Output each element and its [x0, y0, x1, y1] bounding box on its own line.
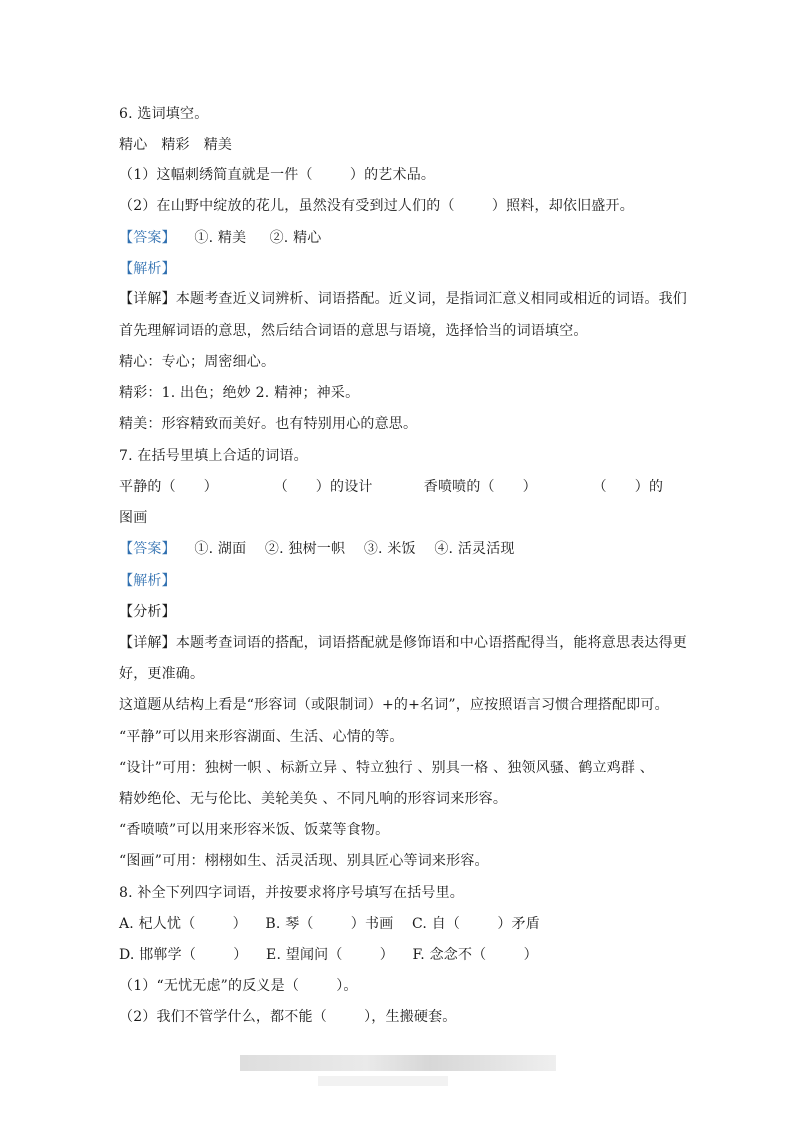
q6-answer-line	[119, 229, 321, 247]
q7-fenxi-tag: 【分析】	[119, 604, 176, 620]
blurred-watermark-small	[318, 1076, 448, 1086]
q7-text-2: “平静”可以用来形容湖面、生活、心情的等。	[119, 729, 404, 745]
q8-title: 8. 补全下列四字词语，并按要求将序号填写在括号里。	[119, 885, 465, 901]
q7-blanks-line-2: 图画	[119, 510, 148, 526]
q6-sentence-1: （1）这幅刺绣简直就是一件（ ）的艺术品。	[119, 167, 436, 183]
q7-text-6: “图画”可用：栩栩如生、活灵活现、别具匠心等词来形容。	[119, 853, 489, 869]
q7-answer-line	[119, 540, 515, 558]
q8-sentence-1: （1）“无忧无虑”的反义是（ ）。	[119, 978, 358, 994]
q7-detail-line-2: 好，更准确。	[119, 666, 205, 682]
q6-title: 6. 选词填空。	[119, 106, 209, 122]
q8-sentence-2: （2）我们不管学什么，都不能（ ），生搬硬套。	[119, 1009, 457, 1025]
q6-sentence-2: （2）在山野中绽放的花儿，虽然没有受到过人们的（ ）照料，却依旧盛开。	[119, 198, 634, 214]
blurred-watermark	[240, 1055, 556, 1071]
q7-text-5: “香喷喷”可以用来形容米饭、饭菜等食物。	[119, 822, 390, 838]
answer-tag: 【答案】	[119, 541, 176, 557]
q6-answer: ①. 精美 ②. 精心	[175, 230, 322, 246]
q7-analysis-tag: 【解析】	[119, 573, 176, 589]
q6-definition-1: 精心：专心；周密细心。	[119, 354, 276, 370]
q6-analysis-tag: 【解析】	[119, 261, 176, 277]
q6-detail-line-2: 首先理解词语的意思，然后结合词语的意思与语境，选择恰当的词语填空。	[119, 323, 588, 339]
q7-blanks-line-1: 平静的（ ） （ ）的设计 香喷喷的（ ） （ ）的	[119, 479, 664, 495]
q7-title: 7. 在括号里填上合适的词语。	[119, 448, 308, 464]
q7-text-4: 精妙绝伦、无与伦比、美轮美奂 、不同凡响的形容词来形容。	[119, 791, 508, 807]
q7-text-1: 这道题从结构上看是“形容词（或限制词）+的+名词”，应按照语言习惯合理搭配即可。	[119, 697, 669, 713]
q6-options: 精心 精彩 精美	[119, 137, 233, 153]
q6-definition-3: 精美：形容精致而美好。也有特别用心的意思。	[119, 416, 418, 432]
q6-detail-text-1: 本题考查近义词辨析、词语搭配。近义词，是指词汇意义相同或相近的词语。我们	[175, 291, 688, 307]
q8-options-row-2: D. 邯郸学（ ） E. 望闻问（ ） F. 念念不（ ）	[119, 947, 538, 963]
detail-tag: 【详解】	[119, 291, 176, 307]
answer-tag: 【答案】	[119, 230, 176, 246]
q7-text-3: “设计”可用：独树一帜 、标新立异 、特立独行 、别具一格 、独领风骚、鹤立鸡群 、	[119, 760, 654, 776]
q7-detail-text-1: 本题考查词语的搭配，词语搭配就是修饰语和中心语搭配得当，能将意思表达得更	[175, 635, 688, 651]
q7-detail-line-1	[119, 634, 687, 652]
q8-options-row-1: A. 杞人忧（ ） B. 琴（ ）书画 C. 自（ ）矛盾	[119, 916, 540, 932]
q7-answer: ①. 湖面 ②. 独树一帜 ③. 米饭 ④. 活灵活现	[175, 541, 515, 557]
detail-tag: 【详解】	[119, 635, 176, 651]
q6-definition-2: 精彩：1. 出色；绝妙 2. 精神；神采。	[119, 385, 360, 401]
q6-detail-line-1	[119, 290, 687, 308]
